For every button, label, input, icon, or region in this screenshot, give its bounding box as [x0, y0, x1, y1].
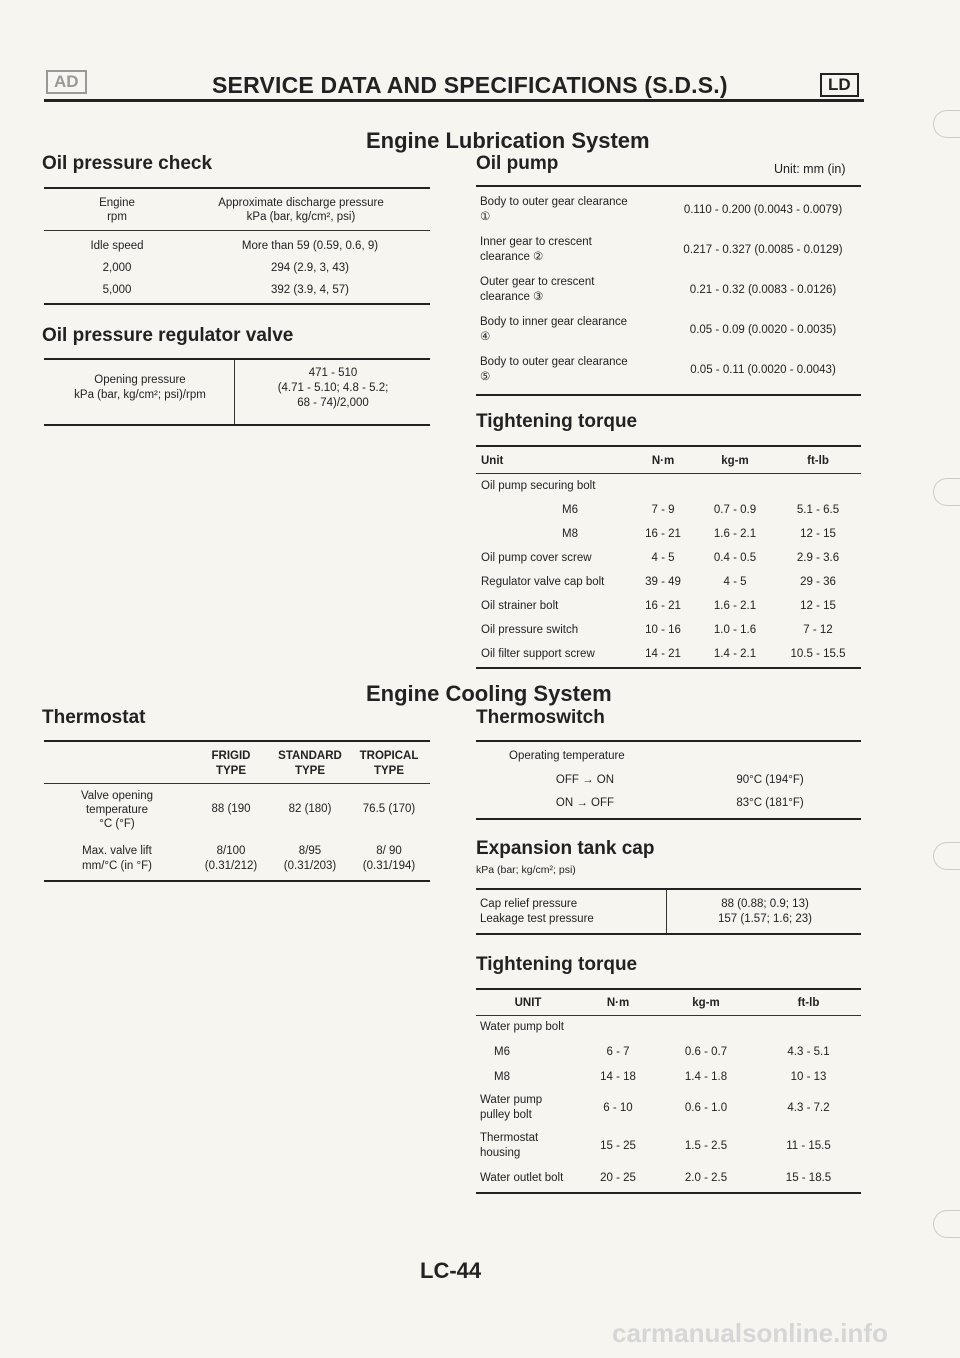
table-cell: 1.4 - 2.1: [713, 648, 757, 660]
table-cell: 4 - 5: [651, 552, 675, 564]
table-cell: Water outlet bolt: [480, 1171, 564, 1184]
table-cell: Outer gear to crescent clearance ③: [480, 276, 595, 303]
table-cell: 1.6 - 2.1: [713, 600, 757, 612]
table-cell: 88 (190: [211, 803, 251, 815]
table-cell: Inner gear to crescent clearance ②: [480, 236, 592, 263]
cooling-section-title: Engine Cooling System: [366, 681, 612, 706]
oil-pump-table: [476, 190, 861, 390]
expansion-values: 88 (0.88; 0.9; 13) 157 (1.57; 1.6; 23): [718, 898, 812, 925]
table-cell: 0.7 - 0.9: [713, 504, 757, 516]
table-cell: 294 (2.9, 3, 43): [271, 262, 349, 274]
table-cell: Regulator valve cap bolt: [481, 576, 605, 588]
table-cell: Body to outer gear clearance ⑤: [480, 356, 628, 383]
table-cell: [580, 1015, 656, 1039]
page-header-title: SERVICE DATA AND SPECIFICATIONS (S.D.S.): [212, 72, 728, 98]
table-cell: 6 - 7: [606, 1045, 630, 1058]
thermoswitch-title: Thermoswitch: [476, 707, 605, 728]
table-cell: 1.0 - 1.6: [713, 624, 757, 636]
table-cell: OFF → ON: [555, 774, 615, 786]
col-header-nm: N·m: [606, 996, 630, 1009]
oil-pump-title: Oil pump: [476, 153, 559, 174]
table-cell: Thermostat housing: [480, 1132, 539, 1159]
table-cell: 0.4 - 0.5: [713, 552, 757, 564]
col-header-engine-rpm: Engine rpm: [99, 197, 135, 223]
table-cell: 16 - 21: [645, 528, 681, 540]
table-cell: 12 - 15: [800, 528, 836, 540]
table-cell: ON → OFF: [555, 797, 615, 809]
col-header-frigid: FRIGID TYPE: [211, 750, 251, 777]
expansion-unit: kPa (bar; kg/cm²; psi): [476, 864, 576, 876]
table-cell: 76.5 (170): [362, 803, 416, 815]
table-cell: 0.05 - 0.11 (0.0020 - 0.0043): [690, 364, 836, 376]
table-cell: 10 - 16: [645, 624, 681, 636]
regulator-value: 471 - 510 (4.71 - 5.10; 4.8 - 5.2; 68 - 74)/2,000: [277, 367, 389, 409]
table-cell: [695, 474, 775, 499]
table-cell: 16 - 21: [645, 600, 681, 612]
col-header-tropical: TROPICAL TYPE: [359, 750, 419, 777]
lubrication-torque-title: Tightening torque: [476, 411, 638, 432]
table-cell: 2.0 - 2.5: [684, 1171, 728, 1184]
table-cell: 7 - 12: [803, 624, 833, 636]
col-header-ftlb: ft-lb: [797, 996, 820, 1009]
margin-mark: [933, 478, 960, 506]
table-cell: 8/95 (0.31/203): [283, 845, 337, 872]
table-cell: 0.05 - 0.09 (0.0020 - 0.0035): [689, 324, 837, 336]
col-header-unit: Unit: [481, 455, 504, 467]
col-header-kgm: kg-m: [692, 996, 720, 1009]
table-cell: 2.9 - 3.6: [796, 552, 840, 564]
table-cell: 15 - 18.5: [785, 1171, 832, 1184]
col-header-standard: STANDARD TYPE: [278, 750, 342, 777]
table-cell: 4 - 5: [723, 576, 747, 588]
col-header-ftlb: ft-lb: [807, 455, 829, 467]
table-cell: Oil pump securing bolt: [481, 480, 596, 492]
expansion-tank-cap-title: Expansion tank cap: [476, 838, 655, 859]
table-cell: Oil filter support screw: [481, 648, 595, 660]
table-cell: [656, 1015, 756, 1039]
lubrication-torque-table: [476, 449, 861, 666]
table-cell: 4.3 - 5.1: [787, 1045, 830, 1058]
table-cell: Body to outer gear clearance ①: [480, 196, 628, 223]
section-badge-left: AD: [46, 70, 87, 94]
lubrication-section-title: Engine Lubrication System: [366, 128, 650, 153]
table-cell: 0.6 - 0.7: [684, 1045, 728, 1058]
table-cell: 0.217 - 0.327 (0.0085 - 0.0129): [683, 244, 843, 256]
margin-mark: [933, 842, 960, 870]
col-header-nm: N·m: [651, 455, 675, 467]
table-cell: 12 - 15: [800, 600, 836, 612]
table-cell: 5.1 - 6.5: [796, 504, 840, 516]
table-cell: 0.21 - 0.32 (0.0083 - 0.0126): [689, 284, 837, 296]
thermostat-title: Thermostat: [42, 707, 146, 728]
table-cell: 0.6 - 1.0: [684, 1102, 728, 1114]
table-cell: 83°C (181°F): [736, 797, 804, 809]
margin-mark: [933, 1210, 960, 1238]
table-cell: 10.5 - 15.5: [790, 648, 846, 660]
section-badge-right: LD: [820, 73, 859, 97]
thermoswitch-header: Operating temperature: [509, 750, 625, 762]
table-cell: 20 - 25: [600, 1171, 636, 1184]
table-cell: Idle speed: [90, 239, 144, 252]
row-label-max-valve-lift: Max. valve lift mm/°C (in °F): [82, 845, 152, 872]
table-cell: 14 - 21: [645, 648, 681, 660]
table-cell: 39 - 49: [645, 576, 681, 588]
table-cell: 4.3 - 7.2: [787, 1102, 830, 1114]
regulator-label: Opening pressure kPa (bar, kg/cm²; psi)/rpm: [74, 374, 206, 401]
table-cell: 15 - 25: [600, 1140, 636, 1152]
table-cell: 392 (3.9, 4, 57): [271, 284, 349, 296]
table-cell: 8/100 (0.31/212): [204, 845, 258, 872]
table-cell: Oil pressure switch: [481, 624, 579, 636]
table-cell: M6: [562, 504, 578, 516]
table-cell: Oil strainer bolt: [481, 600, 559, 612]
table-cell: 82 (180): [288, 803, 332, 815]
regulator-valve-title: Oil pressure regulator valve: [42, 325, 294, 346]
table-cell: 2,000: [102, 262, 132, 274]
col-header-kgm: kg-m: [721, 455, 749, 467]
cooling-torque-title: Tightening torque: [476, 954, 638, 975]
table-cell: M8: [562, 528, 578, 540]
expansion-labels: Cap relief pressure Leakage test pressure: [480, 898, 594, 925]
table-cell: 5,000: [102, 284, 132, 296]
cooling-torque-table: [476, 991, 861, 1190]
table-cell: [775, 474, 861, 499]
watermark: carmanualsonline.info: [612, 1318, 888, 1348]
table-cell: Water pump pulley bolt: [480, 1094, 543, 1121]
table-cell: 14 - 18: [600, 1070, 636, 1083]
oil-pressure-check-table: [44, 234, 430, 301]
table-cell: 0.110 - 0.200 (0.0043 - 0.0079): [683, 204, 843, 216]
col-header-unit: UNIT: [514, 996, 542, 1009]
table-cell: 90°C (194°F): [736, 774, 804, 786]
table-cell: 1.4 - 1.8: [684, 1070, 728, 1083]
table-cell: M6: [494, 1045, 510, 1058]
table-cell: 29 - 36: [800, 576, 836, 588]
table-cell: Oil pump cover screw: [481, 552, 592, 564]
table-cell: 1.6 - 2.1: [713, 528, 757, 540]
table-cell: 11 - 15.5: [786, 1140, 831, 1152]
col-header-pressure: Approximate discharge pressure kPa (bar, kg/cm², psi): [218, 197, 384, 223]
oil-pressure-check-title: Oil pressure check: [42, 153, 213, 174]
header-rule: [44, 99, 864, 102]
table-cell: 7 - 9: [651, 504, 675, 516]
table-cell: More than 59 (0.59, 0.6, 9): [241, 239, 379, 252]
table-cell: 1.5 - 2.5: [684, 1140, 728, 1152]
margin-mark: [933, 110, 960, 138]
table-cell: M8: [494, 1070, 510, 1083]
table-cell: Water pump bolt: [480, 1021, 564, 1034]
oil-pump-unit: Unit: mm (in): [774, 162, 846, 176]
table-cell: Body to inner gear clearance ④: [480, 316, 628, 343]
table-cell: [631, 474, 695, 499]
table-cell: 10 - 13: [790, 1070, 827, 1083]
page-number: LC-44: [420, 1258, 482, 1283]
table-cell: [756, 1015, 861, 1039]
row-label-valve-opening: Valve opening temperature °C (°F): [80, 790, 154, 830]
table-cell: 6 - 10: [603, 1102, 633, 1114]
table-cell: 8/ 90 (0.31/194): [362, 845, 416, 872]
